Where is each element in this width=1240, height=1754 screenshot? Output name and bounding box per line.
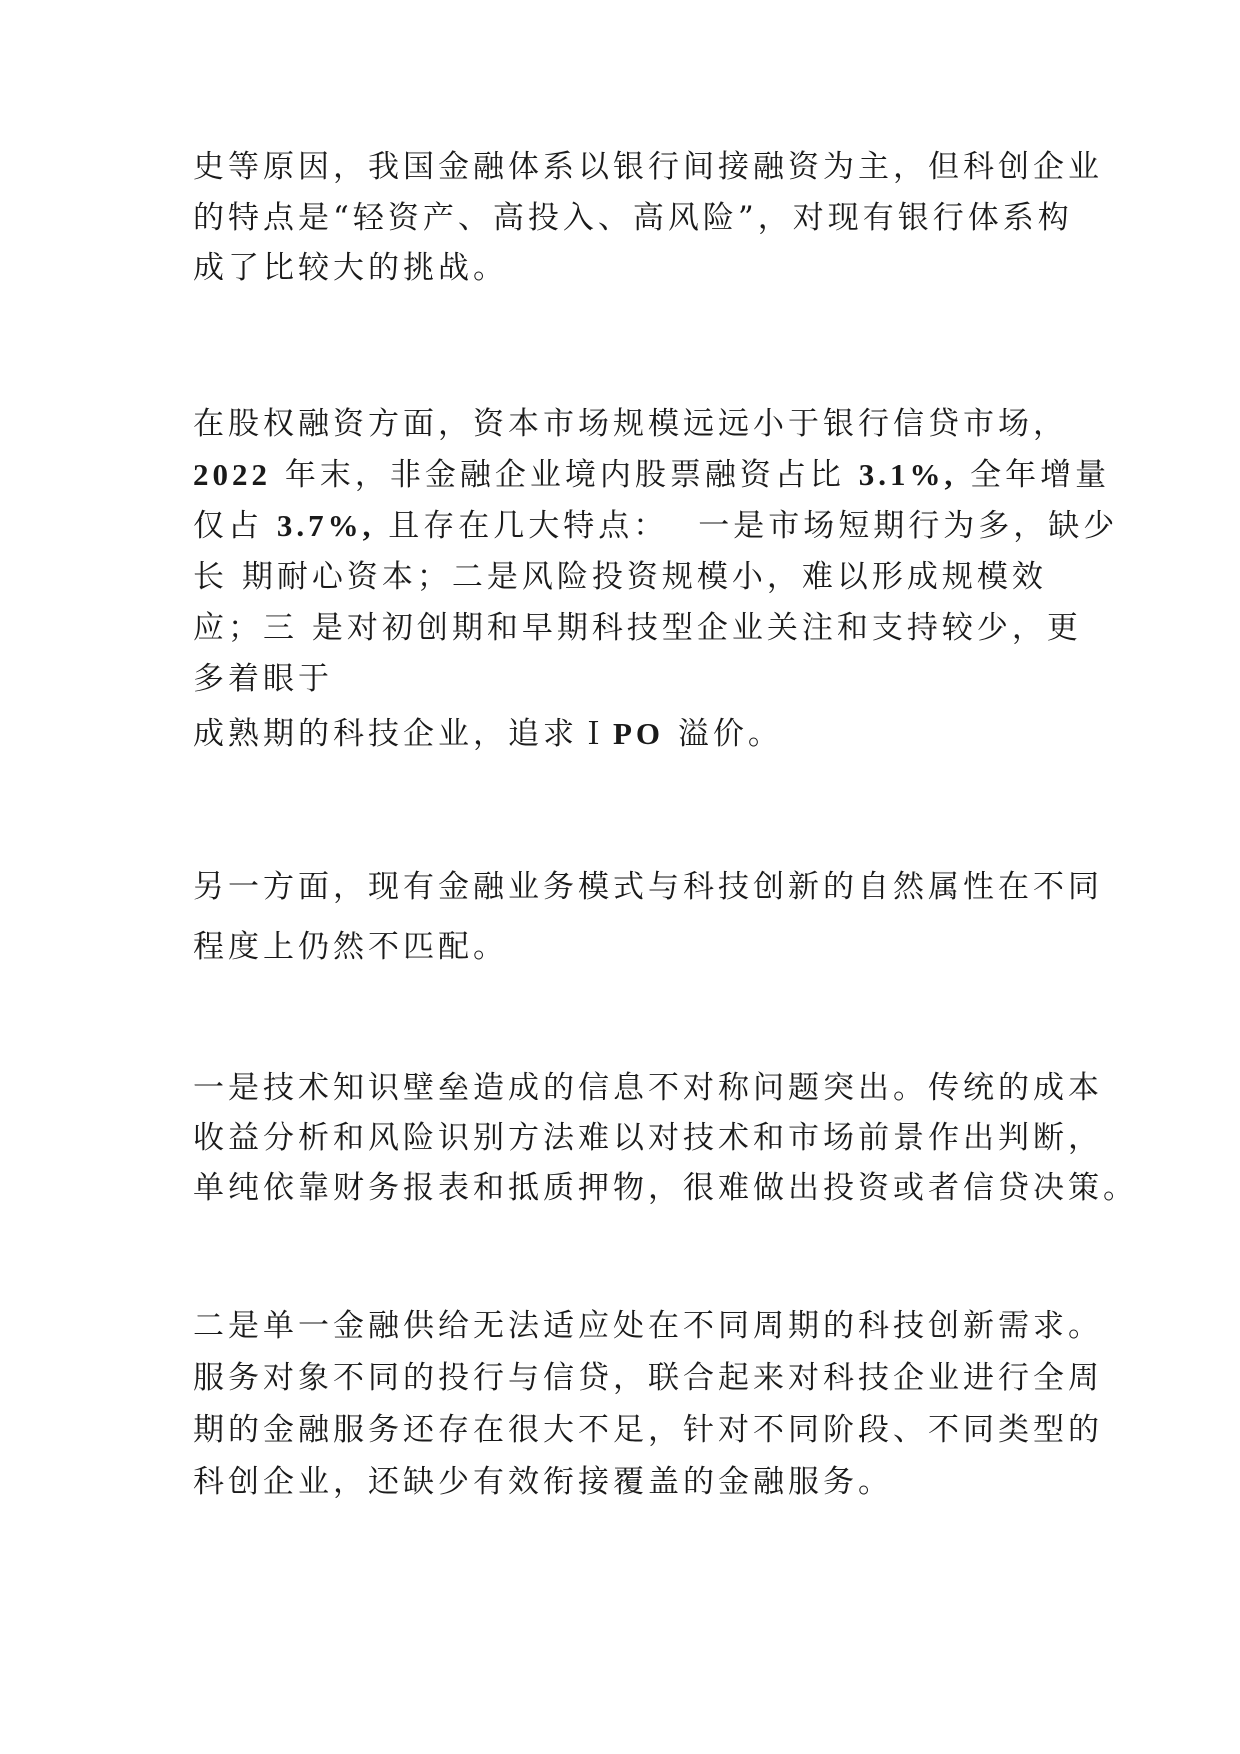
text-segment: 年末，非金融企业境内股票融资占比 [271,457,859,493]
paragraph-1-line-1: 史等原因，我国金融体系以银行间接融资为主，但科创企业 [193,149,1103,185]
paragraph-2-line-5: 应；三 是对初创期和早期科技型企业关注和支持较少，更 [193,610,1082,646]
text-segment: 且存在几大特点： [374,508,669,544]
paragraph-5-line-2: 服务对象不同的投行与信贷，联合起来对科技企业进行全周 [193,1360,1103,1396]
paragraph-1-line-2: 的特点是“轻资产、高投入、高风险”，对现有银行体系构 [193,200,1073,236]
paragraph-2-line-6: 多着眼于 [193,661,333,697]
paragraph-1-line-3: 成了比较大的挑战。 [193,250,508,286]
ipo-text: PO [613,716,665,751]
paragraph-2-line-7 [193,714,783,754]
paragraph-2-line-3 [193,506,1118,546]
paragraph-4-line-2: 收益分析和风险识别方法难以对技术和市场前景作出判断， [193,1120,1103,1156]
text-segment: 溢价。 [664,716,783,752]
paragraph-4-line-1: 一是技术知识壁垒造成的信息不对称问题突出。传统的成本 [193,1070,1103,1106]
percentage-value: 3.7%, [276,508,375,543]
paragraph-5-line-3: 期的金融服务还存在很大不足，针对不同阶段、不同类型的 [193,1412,1103,1448]
year-value: 2022 [193,457,271,492]
paragraph-3-line-2: 程度上仍然不匹配。 [193,929,508,965]
paragraph-5-line-1: 二是单一金融供给无法适应处在不同周期的科技创新需求。 [193,1308,1103,1344]
text-segment: 一是市场短期行为多，缺少 [698,508,1119,544]
paragraph-5-line-4: 科创企业，还缺少有效衔接覆盖的金融服务。 [193,1464,893,1500]
paragraph-2-line-2 [193,455,1110,495]
text-segment: 仅占 [193,508,277,544]
percentage-value: 3.1%, [858,457,957,492]
paragraph-2-line-4: 长 期耐心资本；二是风险投资规模小，难以形成规模效 [193,559,1047,595]
paragraph-4-line-3: 单纯依靠财务报表和抵质押物，很难做出投资或者信贷决策。 [193,1170,1138,1206]
paragraph-3-line-1: 另一方面，现有金融业务模式与科技创新的自然属性在不同 [193,869,1103,905]
paragraph-2-line-1: 在股权融资方面，资本市场规模远远小于银行信贷市场， [193,406,1068,442]
text-segment: 成熟期的科技企业，追求Ｉ [193,716,613,752]
text-segment: 全年增量 [956,457,1111,493]
